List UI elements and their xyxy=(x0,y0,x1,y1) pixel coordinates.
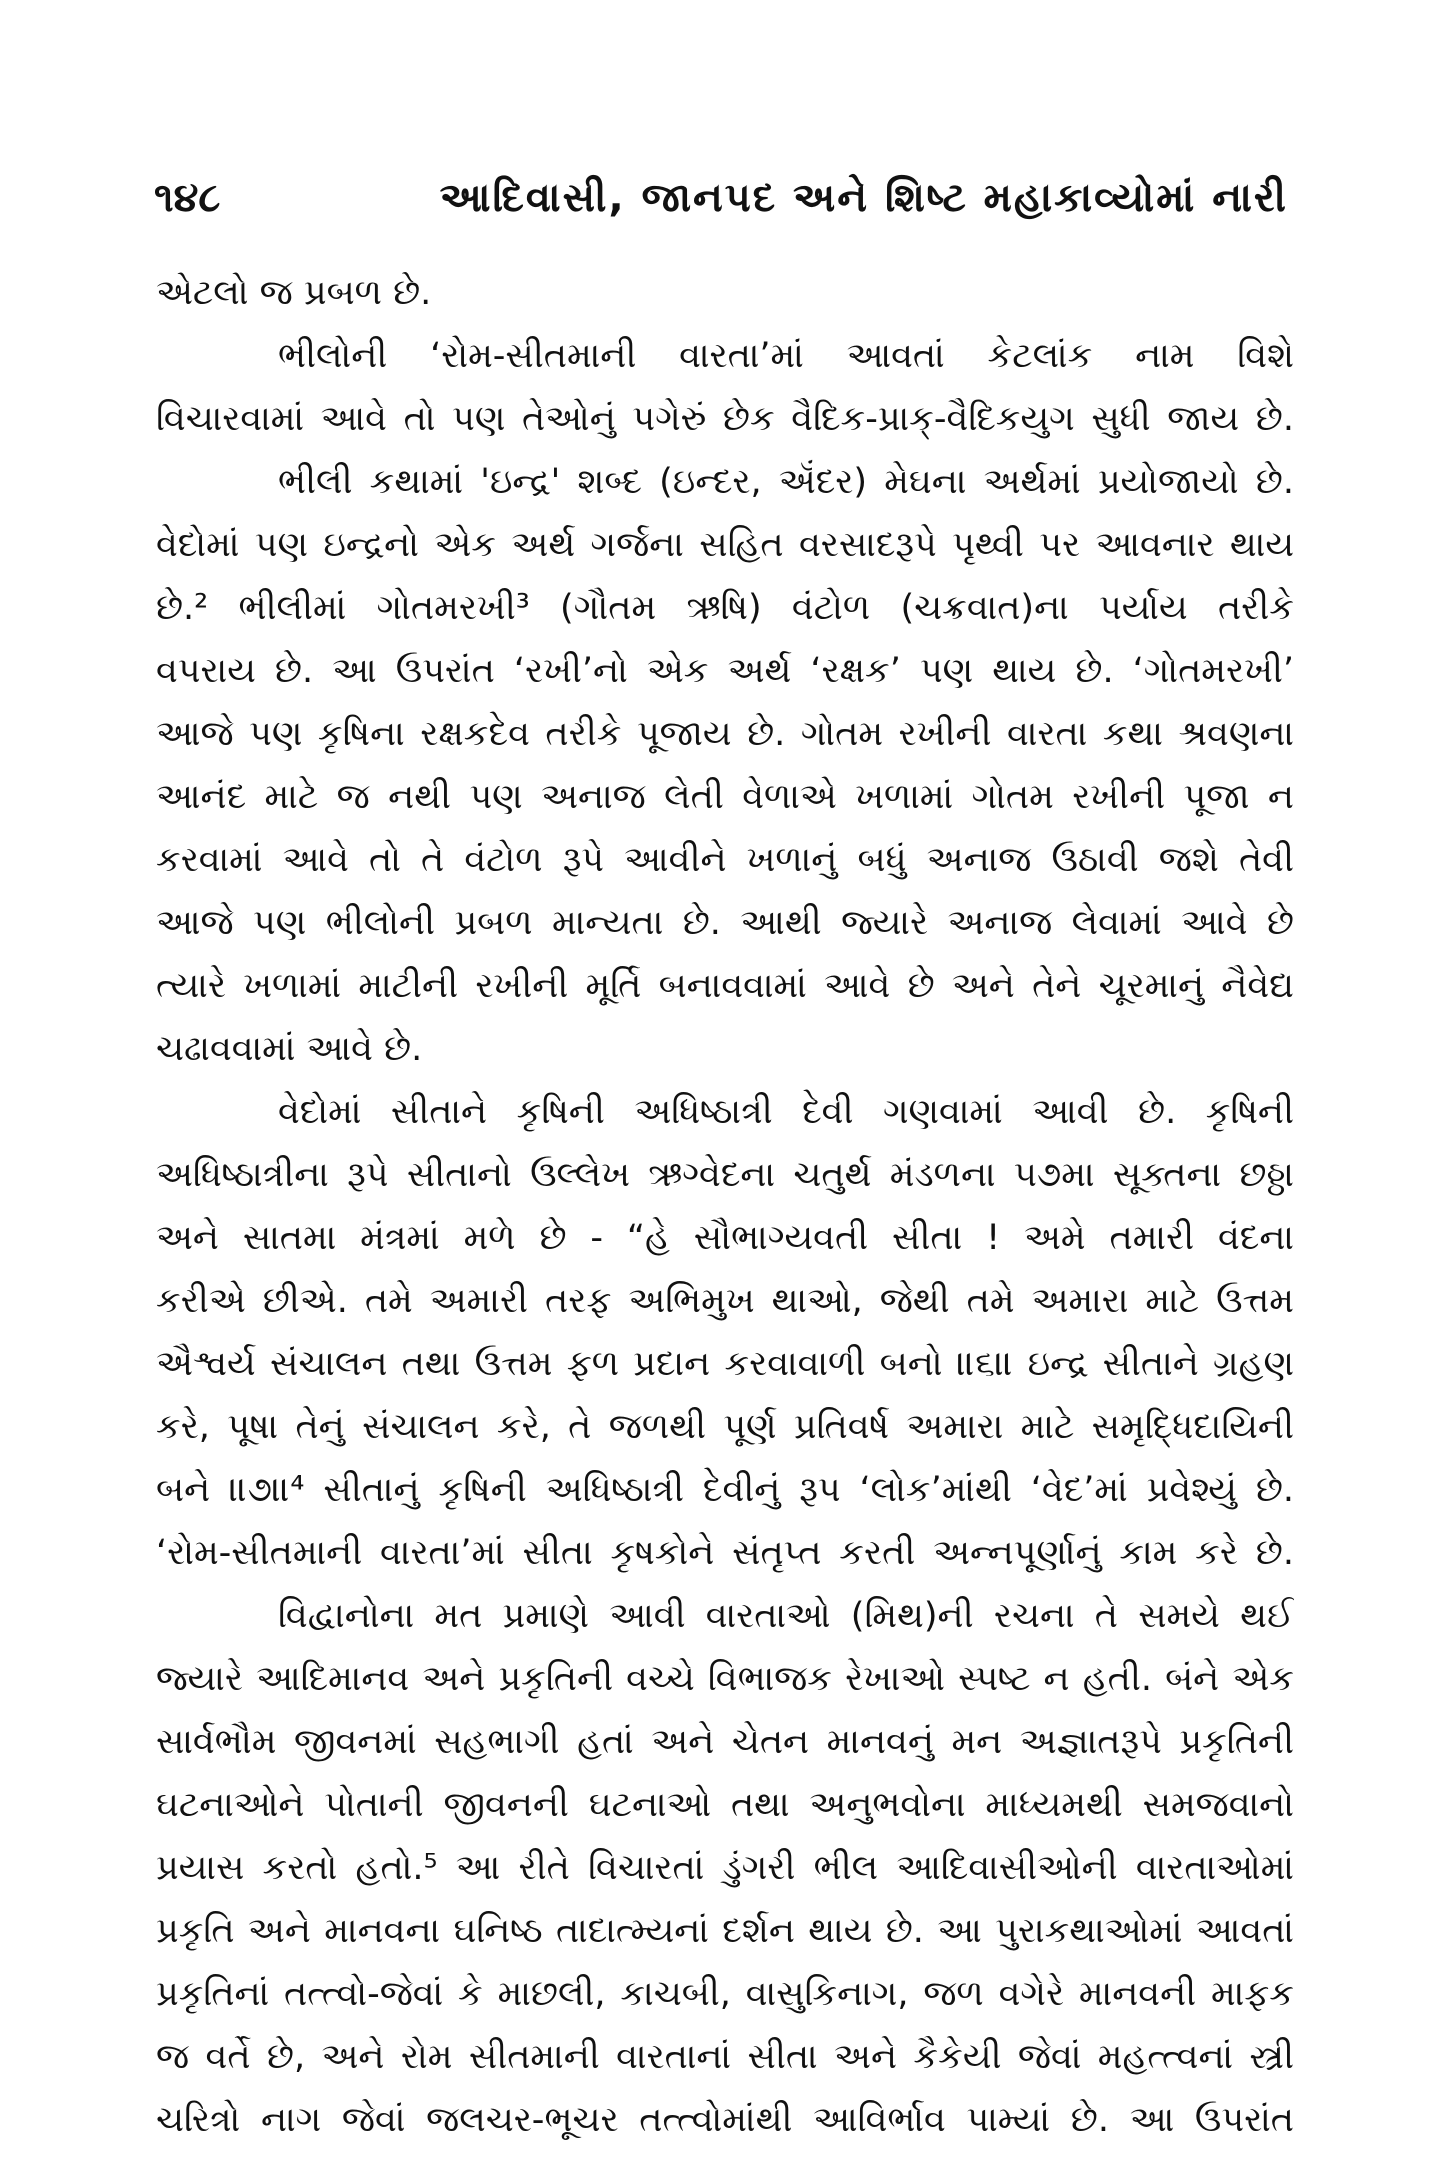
text-line: જ વર્તે છે, અને રોમ સીતમાની વારતાનાં સીતા અને કૈકેયી જેવાં મહત્ત્વનાં સ્ત્રી xyxy=(156,2037,1294,2077)
text-line: પ્રકૃતિનાં તત્ત્વો-જેવાં કે માછલી, કાચબી, વાસુકિનાગ, જળ વગેરે માનવની માફક xyxy=(156,1974,1294,2014)
paragraph-first-line: ભીલોની ‘રોમ-સીતમાની વારતા’માં આવતાં કેટલાંક નામ વિશે xyxy=(278,336,1294,376)
text-line: ઐશ્વર્ય સંચાલન તથા ઉત્તમ ફળ પ્રદાન કરવાવાળી બનો ॥૬॥ ઇન્દ્ર સીતાને ગ્રહણ xyxy=(156,1344,1294,1384)
text-line: ‘રોમ-સીતમાની વારતા’માં સીતા કૃષકોને સંતૃપ્ત કરતી અન્નપૂર્ણાનું કામ કરે છે. xyxy=(156,1533,1294,1573)
text-line: અને સાતમા મંત્રમાં મળે છે - “હે સૌભાગ્યવતી સીતા ! અમે તમારી વંદના xyxy=(156,1218,1294,1258)
text-line: આજે પણ ભીલોની પ્રબળ માન્યતા છે. આથી જ્યારે અનાજ લેવામાં આવે છે xyxy=(156,903,1294,943)
body-text xyxy=(156,262,1294,2152)
text-line: કરીએ છીએ. તમે અમારી તરફ અભિમુખ થાઓ, જેથી તમે અમારા માટે ઉત્તમ xyxy=(156,1281,1294,1321)
text-line: એટલો જ પ્રબળ છે. xyxy=(156,273,432,313)
text-line: સાર્વભૌમ જીવનમાં સહભાગી હતાં અને ચેતન માનવનું મન અજ્ઞાતરૂપે પ્રકૃતિની xyxy=(156,1722,1294,1762)
text-line: આજે પણ કૃષિના રક્ષકદેવ તરીકે પૂજાય છે. ગોતમ રખીની વારતા કથા શ્રવણના xyxy=(156,714,1294,754)
page-header xyxy=(154,168,1288,228)
text-line: ચઢાવવામાં આવે છે. xyxy=(156,1029,423,1069)
paragraph-first-line: ભીલી કથામાં 'ઇન્દ્ર' શબ્દ (ઇન્દર, ઍંદર) મેઘના અર્થમાં પ્રયોજાયો છે. xyxy=(278,462,1294,502)
running-title: આદિવાસી, જાનપદ અને શિષ્ટ મહાકાવ્યોમાં નારી xyxy=(439,175,1288,221)
text-line: વપરાય છે. આ ઉપરાંત ‘રખી’નો એક અર્થ ‘રક્ષક’ પણ થાય છે. ‘ગોતમરખી’ xyxy=(156,651,1294,691)
text-line: પ્રયાસ કરતો હતો.⁵ આ રીતે વિચારતાં ડુંગરી ભીલ આદિવાસીઓની વારતાઓમાં xyxy=(156,1848,1294,1888)
text-line: જ્યારે આદિમાનવ અને પ્રકૃતિની વચ્ચે વિભાજક રેખાઓ સ્પષ્ટ ન હતી. બંને એક xyxy=(156,1659,1294,1699)
text-line: આનંદ માટે જ નથી પણ અનાજ લેતી વેળાએ ખળામાં ગોતમ રખીની પૂજા ન xyxy=(156,777,1294,817)
text-line: કરવામાં આવે તો તે વંટોળ રૂપે આવીને ખળાનું બધું અનાજ ઉઠાવી જશે તેવી xyxy=(156,840,1294,880)
text-line: બને ॥૭॥⁴ સીતાનું કૃષિની અધિષ્ઠાત્રી દેવીનું રૂપ ‘લોક’માંથી ‘વેદ’માં પ્રવેશ્યું છે. xyxy=(156,1470,1294,1510)
text-line: વેદોમાં પણ ઇન્દ્રનો એક અર્થ ગર્જના સહિત વરસાદરૂપે પૃથ્વી પર આવનાર થાય xyxy=(156,525,1294,565)
text-line: કરે, પૂષા તેનું સંચાલન કરે, તે જળથી પૂર્ણ પ્રતિવર્ષ અમારા માટે સમૃદ્ધિદાયિની xyxy=(156,1407,1294,1447)
paragraph-first-line: વિદ્વાનોના મત પ્રમાણે આવી વારતાઓ (મિથ)ની રચના તે સમયે થઈ xyxy=(278,1596,1294,1636)
text-line: ઘટનાઓને પોતાની જીવનની ઘટનાઓ તથા અનુભવોના માધ્યમથી સમજવાનો xyxy=(156,1785,1294,1825)
text-line: ચરિત્રો નાગ જેવાં જલચર-ભૂચર તત્ત્વોમાંથી આવિર્ભાવ પામ્યાં છે. આ ઉપરાંત xyxy=(156,2100,1294,2140)
text-line: પ્રકૃતિ અને માનવના ઘનિષ્ઠ તાદાત્મ્યનાં દર્શન થાય છે. આ પુરાકથાઓમાં આવતાં xyxy=(156,1911,1294,1951)
text-line: વિચારવામાં આવે તો પણ તેઓનું પગેરું છેક વૈદિક-પ્રાક્-વૈદિકયુગ સુધી જાય છે. xyxy=(156,399,1294,439)
text-line: અધિષ્ઠાત્રીના રૂપે સીતાનો ઉલ્લેખ ઋગ્વેદના ચતુર્થ મંડળના ૫૭મા સૂક્તના છઠ્ઠા xyxy=(156,1155,1294,1195)
paragraph-first-line: વેદોમાં સીતાને કૃષિની અધિષ્ઠાત્રી દેવી ગણવામાં આવી છે. કૃષિની xyxy=(278,1092,1294,1132)
text-line: ત્યારે ખળામાં માટીની રખીની મૂર્તિ બનાવવામાં આવે છે અને તેને ચૂરમાનું નૈવેદ્ય xyxy=(156,966,1294,1006)
text-line: છે.² ભીલીમાં ગોતમરખી³ (ગૌતમ ઋષિ) વંટોળ (ચક્રવાત)ના પર્યાય તરીકે xyxy=(156,588,1294,628)
page-number: ૧૪૮ xyxy=(154,175,221,221)
